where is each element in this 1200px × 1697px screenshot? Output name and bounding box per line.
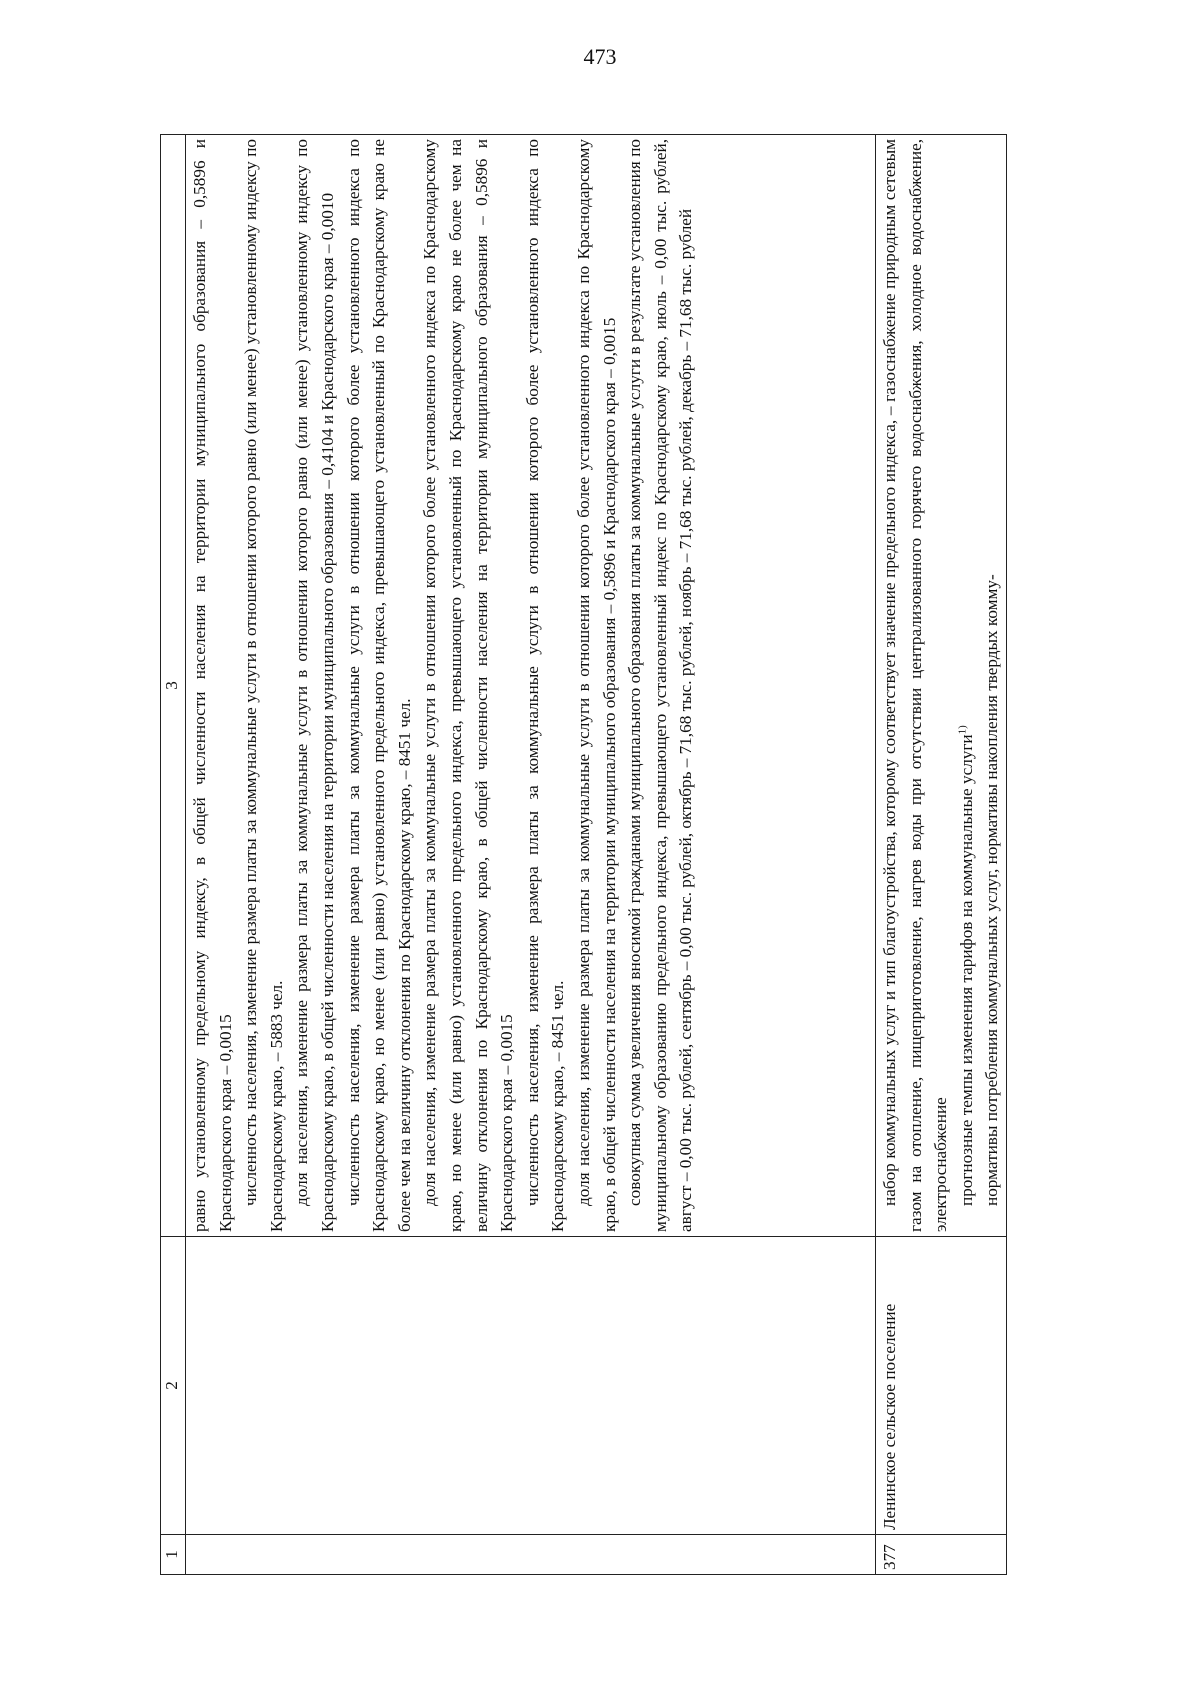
rotated-table-container — [160, 135, 1070, 1575]
header-row — [161, 135, 186, 1575]
paragraph: численность населения, изменение размера платы за коммунальные услуги в отношении которого более установленного индекса по Краснодарскому краю, – 8451 чел. — [522, 139, 568, 1232]
paragraph: численность населения, изменение размера платы за коммунальные услуги в отношении которого более установленного индекса по Краснодарскому краю, но менее (или равно) установленного предельного индекса, превышающего установленный по Краснодарскому краю не более чем на величину отклонения по Краснодарскому краю, – 8451 чел. — [343, 139, 414, 1232]
paragraph: доля населения, изменение размера платы за коммунальные услуги в отношении которого более установленного индекса по Краснодарскому краю, в общей численности населения на территории муниципального образования – 0,5896 и Краснодарского края – 0,0015 — [573, 139, 619, 1232]
paragraph: равно установленному предельному индексу, в общей численности населения на территории муниципального образования – 0,5896 и Краснодарского края – 0,0015 — [190, 139, 235, 1232]
column-header-1: 1 — [161, 1535, 186, 1575]
row-number-cell — [186, 1535, 876, 1575]
column-header-3: 3 — [161, 135, 186, 1237]
column-header-2: 2 — [161, 1237, 186, 1535]
paragraph: доля населения, изменение размера платы за коммунальные услуги в отношении которого более установленного индекса по Краснодарскому краю, но менее (или равно) установленного предельного индекса, превышающего установленный по Краснодарскому краю не более чем на величину отклонения по Краснодарскому краю, в общей численности населения на территории муниципального образования – 0,5896 и Краснодарского края – 0,0015 — [420, 139, 517, 1232]
settlement-cell — [186, 1237, 876, 1535]
data-table — [160, 134, 1007, 1575]
table-row-377 — [876, 135, 1007, 1575]
paragraph: доля населения, изменение размера платы за коммунальные услуги в отношении которого равно (или менее) установленному индексу по Краснодарскому краю, в общей численности населения на территории муниципального образования – 0,4104 и Краснодарского края – 0,0010 — [292, 139, 337, 1232]
page-number: 473 — [583, 44, 617, 69]
paragraph: набор коммунальных услуг и тип благоустройства, которому соответствует значение предельного индекса, – газоснабжение природным сетевым газом на отопление, пищеприготовление, нагрев воды при отсутствии централизованного горячего водоснабжения, холодное водоснабжение, электроснабжение — [880, 139, 951, 1232]
description-cell — [186, 135, 876, 1237]
paragraph: нормативы потребления коммунальных услуг, нормативы накопления твердых комму- — [982, 574, 1002, 1206]
settlement-cell: Ленинское сельское поселение — [876, 1237, 1007, 1535]
paragraph: численность населения, изменение размера платы за коммунальные услуги в отношении которого равно (или менее) установленному индексу по Краснодарскому краю, – 5883 чел. — [241, 139, 286, 1232]
paragraph — [954, 139, 980, 1232]
paragraph-text: прогнозные темпы изменения тарифов на коммунальные услуги — [956, 734, 976, 1206]
row-number-cell: 377 — [876, 1535, 1007, 1575]
paragraph: совокупная сумма увеличения вносимой гражданами муниципального образования платы за коммунальные услуги в результате установления по муниципальному образованию предельного индекса, превышающего установленный индекс по Краснодарскому краю, июль – 0,00 тыс. рублей, август – 0,00 тыс. рублей, сентябрь – 0,00 тыс. рублей, октябрь – 71,68 тыс. рублей, ноябрь – 71,68 тыс. рублей, декабрь – 71,68 тыс. рублей — [625, 139, 696, 1232]
description-cell — [876, 135, 1007, 1237]
footnote-mark: 1) — [956, 725, 969, 735]
table-row-continuation — [186, 135, 876, 1575]
